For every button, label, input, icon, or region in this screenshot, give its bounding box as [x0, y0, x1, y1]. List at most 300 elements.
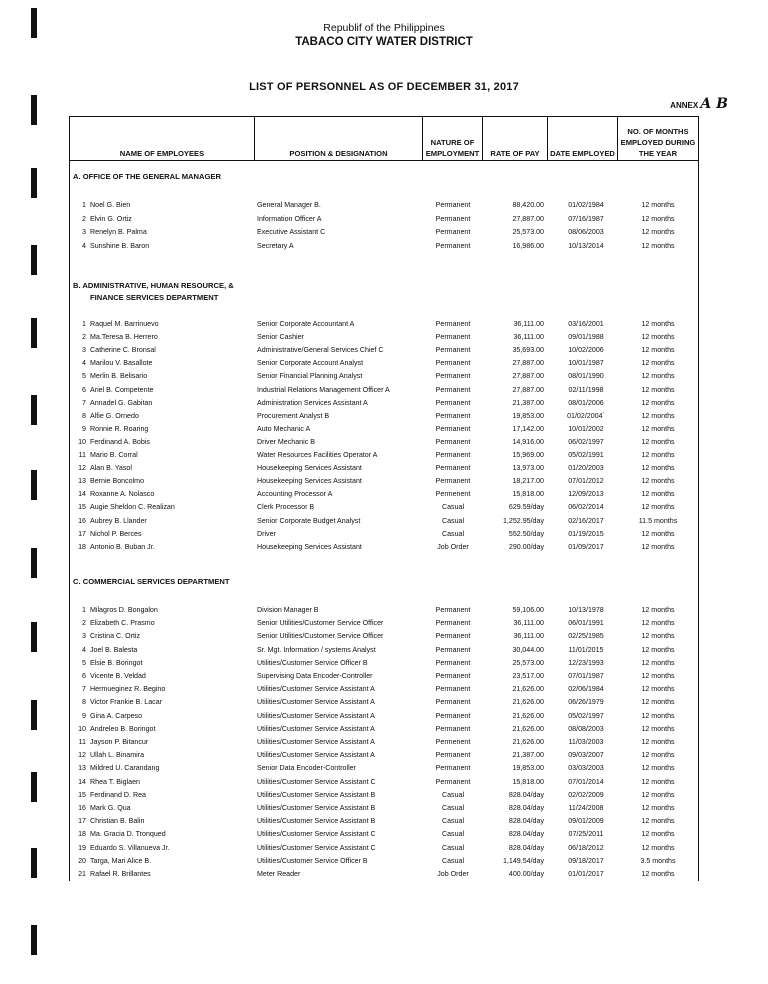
- cell-position: Water Resources Facilities Operator A: [257, 451, 378, 459]
- cell-num: 11: [78, 738, 86, 746]
- cell-months: 12 months: [641, 870, 675, 878]
- cell-num: 8: [82, 698, 86, 707]
- cell-date: 01/02/1984: [568, 201, 604, 209]
- cell-position: Utilities/Customer Service Assistant B: [257, 804, 376, 812]
- cell-nature: Casual: [441, 843, 465, 852]
- table-row: [70, 802, 698, 815]
- cell-name: Hermueginez R. Begino: [90, 685, 166, 694]
- table-row: [70, 710, 698, 723]
- table-row: [70, 318, 698, 331]
- table-row: [70, 749, 698, 762]
- cell-date: 06/02/1997: [568, 437, 604, 446]
- section-heading: A. OFFICE OF THE GENERAL MANAGER: [73, 172, 221, 181]
- cell-position: Information Officer A: [257, 214, 322, 223]
- table-row: [70, 528, 698, 541]
- cell-name: Eduardo S. Villanueva Jr.: [90, 843, 170, 852]
- annex-label: [670, 96, 728, 112]
- cell-rate: 88,420.00: [512, 201, 544, 209]
- table-row: [70, 776, 698, 789]
- cell-nature: Permanent: [435, 214, 471, 223]
- cell-nature: Casual: [441, 790, 465, 799]
- cell-name: Andreleo B. Boringot: [90, 724, 156, 733]
- cell-position: Utilities/Customer Service Assistant A: [257, 685, 375, 694]
- cell-date: 12/23/1993: [568, 658, 604, 667]
- cell-num: 13: [78, 477, 86, 486]
- table-row: [70, 357, 698, 370]
- cell-position: Driver: [257, 529, 276, 538]
- cell-position: Executive Assistant C: [257, 228, 326, 237]
- binder-mark: [31, 168, 37, 198]
- cell-date: 01/20/2003: [568, 464, 604, 473]
- cell-nature: Permanent: [435, 241, 471, 250]
- cell-position: Senior Utilities/Customer Service Officer: [257, 632, 384, 641]
- cell-rate: 27,887.00: [512, 372, 544, 381]
- table-row: [70, 842, 698, 855]
- cell-num: 3: [82, 632, 86, 641]
- cell-months: 12 months: [641, 738, 675, 746]
- cell-months: 12 months: [641, 777, 675, 786]
- cell-position: Supervising Data Encoder-Controller: [257, 672, 373, 680]
- cell-months: 12 months: [641, 645, 675, 654]
- cell-date: 06/01/1991: [568, 619, 604, 628]
- cell-rate: 552.50/day: [508, 529, 544, 538]
- table-row: [70, 423, 698, 436]
- table-row: [70, 541, 698, 554]
- cell-rate: 828.04/day: [508, 817, 544, 826]
- cell-num: 2: [82, 214, 86, 223]
- cell-position: Utilities/Customer Service Assistant B: [257, 817, 376, 826]
- table-row: [70, 199, 698, 212]
- table-row: [70, 449, 698, 462]
- cell-name: Jayson P. Bitancur: [90, 738, 149, 746]
- col-position-header: POSITION & DESIGNATION: [255, 117, 423, 161]
- cell-rate: 36,111.00: [513, 333, 544, 342]
- binder-mark: [31, 700, 37, 730]
- cell-position: Secretary A: [257, 241, 294, 250]
- cell-months: 12 months: [641, 830, 675, 839]
- cell-num: 16: [78, 516, 86, 525]
- cell-position: Sr. Mgt. Information / systems Analyst: [257, 645, 376, 654]
- cell-nature: Permanent: [435, 320, 471, 328]
- cell-num: 18: [78, 830, 86, 839]
- cell-nature: Permanent: [435, 385, 471, 394]
- cell-date: 06/26/1979: [568, 698, 604, 707]
- republic-line: Republif of the Philippines: [323, 22, 445, 34]
- cell-position: Senior Corporate Budget Analyst: [257, 516, 361, 525]
- cell-name: Annadel G. Gabitan: [90, 398, 153, 407]
- cell-name: Vicente B. Veldad: [90, 672, 146, 680]
- cell-date: 09/18/2017: [568, 856, 604, 865]
- cell-date: 10/02/2006: [568, 346, 604, 355]
- table-row: [70, 815, 698, 828]
- cell-num: 12: [78, 464, 86, 473]
- cell-num: 14: [78, 777, 86, 786]
- table-row: [70, 696, 698, 709]
- table-row: [70, 436, 698, 449]
- cell-name: Rhea T. Biglaen: [90, 777, 140, 786]
- cell-months: 12 months: [641, 320, 675, 328]
- cell-nature: Permanent: [435, 437, 471, 446]
- cell-name: Antonio B. Buban Jr.: [90, 542, 155, 551]
- cell-months: 12 months: [641, 698, 675, 707]
- binder-mark: [31, 395, 37, 425]
- cell-num: 20: [78, 856, 86, 865]
- cell-months: 12 months: [641, 346, 675, 355]
- cell-date: 06/02/2014: [568, 503, 604, 512]
- table-row: [70, 226, 698, 239]
- cell-name: Ullah L. Binamira: [90, 751, 145, 760]
- cell-rate: 828.04/day: [508, 830, 544, 839]
- cell-date: 07/25/2011: [568, 830, 604, 839]
- cell-name: Ferdinand A. Bobis: [90, 437, 150, 446]
- section-heading: B. ADMINISTRATIVE, HUMAN RESOURCE, & FINANCE SERVICES DEPARTMENT: [73, 281, 234, 302]
- cell-position: Accounting Processor A: [257, 490, 333, 499]
- cell-nature: Permanent: [435, 724, 471, 733]
- cell-num: 15: [78, 790, 86, 799]
- cell-date: 08/06/2003: [568, 228, 604, 237]
- cell-months: 12 months: [641, 606, 675, 614]
- cell-nature: Permanent: [435, 201, 471, 209]
- cell-num: 19: [78, 843, 86, 852]
- cell-months: 12 months: [641, 398, 675, 407]
- cell-nature: Permanent: [435, 632, 471, 641]
- cell-date: 11/03/2003: [568, 738, 604, 746]
- cell-name: Ariel B. Competente: [90, 385, 154, 394]
- cell-name: Augie Sheldon C. Realizan: [90, 503, 175, 512]
- cell-name: Sunshine B. Baron: [90, 241, 150, 250]
- cell-date: 09/01/1988: [568, 333, 604, 342]
- binder-mark: [31, 470, 37, 500]
- cell-rate: 21,626.00: [512, 724, 544, 733]
- col-nature-header: NATURE OF EMPLOYMENT: [423, 117, 483, 161]
- cell-position: Utilities/Customer Service Assistant A: [257, 738, 375, 746]
- cell-nature: Permanent: [435, 464, 471, 473]
- table-row: [70, 475, 698, 488]
- cell-num: 2: [82, 619, 86, 628]
- cell-rate: 18,217.00: [512, 477, 544, 486]
- cell-date: 08/01/2006: [568, 398, 604, 407]
- cell-rate: 21,626.00: [512, 698, 544, 707]
- cell-months: 12 months: [641, 817, 675, 826]
- cell-num: 1: [82, 320, 86, 328]
- cell-nature: Permanent: [435, 698, 471, 707]
- cell-name: Elvin G. Ortiz: [90, 214, 132, 223]
- table-row: [70, 213, 698, 226]
- cell-position: Meter Reader: [257, 870, 301, 878]
- cell-months: 12 months: [641, 464, 675, 473]
- cell-num: 6: [82, 385, 86, 394]
- cell-date: 02/02/2009: [568, 790, 604, 799]
- cell-nature: Permanent: [435, 424, 471, 433]
- cell-rate: 21,626.00: [512, 711, 544, 720]
- cell-nature: Permanent: [435, 764, 471, 773]
- cell-months: 3.5 months: [640, 856, 676, 865]
- cell-nature: Casual: [441, 856, 465, 865]
- cell-num: 7: [82, 685, 86, 694]
- cell-position: General Manager B.: [257, 201, 321, 209]
- cell-num: 4: [82, 645, 86, 654]
- cell-rate: 13,973.00: [512, 464, 544, 473]
- document-title: LIST OF PERSONNEL AS OF DECEMBER 31, 2017: [249, 81, 519, 93]
- cell-rate: 1,149.54/day: [502, 856, 544, 865]
- cell-nature: Permanent: [435, 477, 471, 486]
- annex-handwritten-mark: A B: [700, 96, 728, 112]
- cell-date: 08/01/1990: [568, 372, 604, 381]
- cell-num: 21: [78, 870, 86, 878]
- cell-date: 07/01/2012: [568, 477, 604, 486]
- cell-date: 03/03/2003: [568, 764, 604, 773]
- cell-date: 01/09/2017: [568, 542, 604, 551]
- cell-rate: 27,887.00: [512, 385, 544, 394]
- cell-position: Senior Financial Planning Analyst: [257, 372, 363, 381]
- cell-date: 09/03/2007: [568, 751, 604, 760]
- cell-position: Senior Corporate Account Analyst: [257, 359, 364, 368]
- cell-position: Administrative/General Services Chief C: [257, 346, 384, 355]
- cell-rate: 59,106.00: [512, 606, 544, 614]
- cell-nature: Permanent: [435, 685, 471, 694]
- cell-months: 12 months: [641, 804, 675, 812]
- cell-months: 12 months: [641, 658, 675, 667]
- table-row: [70, 370, 698, 383]
- cell-rate: 27,887.00: [512, 214, 544, 223]
- cell-num: 11: [78, 451, 86, 459]
- cell-rate: 30,044.00: [512, 645, 544, 654]
- cell-months: 12 months: [641, 529, 675, 538]
- binder-mark: [31, 95, 37, 125]
- cell-name: Elsie B. Boringot: [90, 658, 143, 667]
- table-row: [70, 397, 698, 410]
- cell-position: Housekeeping Services Assistant: [257, 477, 362, 486]
- cell-rate: 19,853.00: [512, 411, 544, 420]
- cell-num: 18: [78, 542, 86, 551]
- cell-position: Driver Mechanic B: [257, 437, 315, 446]
- cell-nature: Permanent: [435, 398, 471, 407]
- cell-date: 07/16/1987: [568, 214, 604, 223]
- cell-name: Renelyn B. Palma: [90, 228, 147, 237]
- cell-nature: Permenent: [435, 738, 471, 746]
- cell-rate: 19,853.00: [512, 764, 544, 773]
- cell-rate: 828.04/day: [508, 790, 544, 799]
- cell-months: 12 months: [641, 490, 675, 499]
- cell-date: 02/06/1984: [568, 685, 604, 694]
- table-row: [70, 723, 698, 736]
- cell-months: 12 months: [641, 619, 675, 628]
- cell-date: 10/13/2014: [568, 241, 604, 250]
- cell-position: Housekeeping Services Assistant: [257, 464, 362, 473]
- cell-rate: 828.04/day: [508, 804, 544, 812]
- cell-name: Catherine C. Bronsal: [90, 346, 156, 355]
- table-row: [70, 410, 698, 423]
- cell-position: Utilities/Customer Service Assistant A: [257, 724, 375, 733]
- cell-name: Bernie Boncolmo: [90, 477, 145, 486]
- cell-nature: Permanent: [435, 372, 471, 381]
- cell-num: 7: [82, 398, 86, 407]
- cell-name: Raquel M. Barrinuevo: [90, 320, 159, 328]
- cell-nature: Permanent: [435, 359, 471, 368]
- cell-nature: Job Order: [437, 870, 469, 878]
- cell-position: Utilities/Customer Service Assistant C: [257, 777, 376, 786]
- cell-rate: 36,111.00: [513, 632, 544, 641]
- cell-date: 01/19/2015: [568, 529, 604, 538]
- cell-name: Gina A. Carpeso: [90, 711, 143, 720]
- cell-position: Utilities/Customer Service Officer B: [257, 856, 368, 865]
- cell-date: 09/01/2009: [568, 817, 604, 826]
- cell-date: 05/02/1997: [568, 711, 604, 720]
- table-body: [69, 161, 699, 881]
- binder-mark: [31, 548, 37, 578]
- table-row: [70, 789, 698, 802]
- table-row: [70, 868, 698, 881]
- cell-position: Clerk Processor B: [257, 503, 315, 512]
- cell-months: 12 months: [641, 424, 675, 433]
- cell-months: 12 months: [641, 214, 675, 223]
- table-row: [70, 515, 698, 528]
- binder-mark: [31, 318, 37, 348]
- cell-num: 3: [82, 346, 86, 355]
- cell-date: 12/09/2013: [568, 490, 604, 499]
- cell-position: Auto Mechanic A: [257, 424, 311, 433]
- cell-rate: 25,573.00: [512, 658, 544, 667]
- cell-rate: 14,916.00: [512, 437, 544, 446]
- cell-name: Ma.Teresa B. Herrero: [90, 333, 158, 342]
- cell-name: Nichol P. Berces: [90, 529, 142, 538]
- cell-nature: Permanent: [435, 346, 471, 355]
- cell-position: Senior Utilities/Customer Service Officer: [257, 619, 384, 628]
- table-row: [70, 604, 698, 617]
- annex-text: ANNEX: [670, 101, 699, 110]
- cell-rate: 290.00/day: [508, 542, 544, 551]
- cell-months: 12 months: [641, 751, 675, 760]
- cell-position: Procurement Analyst B: [257, 411, 330, 420]
- cell-num: 12: [78, 751, 86, 760]
- cell-name: Marilou V. Basallote: [90, 359, 153, 368]
- cell-position: Housekeeping Services Assistant: [257, 542, 362, 551]
- cell-nature: Casual: [441, 817, 465, 826]
- cell-date: 02/16/2017: [568, 516, 604, 525]
- cell-date: 03/16/2001: [568, 320, 604, 328]
- cell-num: 9: [82, 424, 86, 433]
- cell-months: 12 months: [641, 711, 675, 720]
- binder-mark: [31, 772, 37, 802]
- cell-num: 13: [78, 764, 86, 773]
- cell-name: Alfie G. Ornedo: [90, 411, 139, 420]
- cell-nature: Permenent: [435, 490, 471, 499]
- cell-name: Ma. Gracia D. Tronqued: [90, 830, 166, 839]
- cell-position: Division Manager B: [257, 606, 319, 614]
- cell-name: Joel B. Balesta: [90, 645, 138, 654]
- cell-months: 12 months: [641, 437, 675, 446]
- cell-position: Utilities/Customer Service Assistant B: [257, 790, 376, 799]
- cell-months: 12 months: [641, 477, 675, 486]
- cell-rate: 17,142.00: [512, 424, 544, 433]
- cell-months: 12 months: [641, 228, 675, 237]
- cell-num: 17: [78, 817, 86, 826]
- cell-name: Targa, Mari Alice B.: [90, 856, 152, 865]
- cell-months: 12 months: [641, 672, 675, 680]
- cell-rate: 16,986.00: [512, 241, 544, 250]
- table-row: [70, 828, 698, 841]
- cell-rate: 15,818.00: [512, 490, 544, 499]
- cell-rate: 21,387.00: [512, 751, 544, 760]
- agency-name: TABACO CITY WATER DISTRICT: [295, 36, 473, 48]
- cell-name: Merlin B. Belisario: [90, 372, 148, 381]
- cell-date: 01/02/2004`: [567, 411, 605, 420]
- cell-name: Mark G. Qua: [90, 804, 131, 812]
- col-date-header: DATE EMPLOYED: [548, 117, 618, 161]
- cell-name: Alan B. Yasol: [90, 464, 132, 473]
- cell-nature: Permanent: [435, 228, 471, 237]
- cell-num: 10: [78, 437, 86, 446]
- cell-date: 06/18/2012: [568, 843, 604, 852]
- cell-months: 12 months: [641, 764, 675, 773]
- table-row: [70, 644, 698, 657]
- cell-num: 9: [82, 711, 86, 720]
- table-row: [70, 344, 698, 357]
- cell-date: 07/01/2014: [568, 777, 604, 786]
- cell-nature: Casual: [441, 503, 465, 512]
- cell-position: Administration Services Assistant A: [257, 398, 368, 407]
- cell-months: 12 months: [641, 503, 675, 512]
- cell-num: 8: [82, 411, 86, 420]
- cell-num: 1: [82, 606, 86, 614]
- cell-position: Utilities/Customer Service Assistant C: [257, 830, 376, 839]
- cell-name: Ronnie R. Roaring: [90, 424, 149, 433]
- table-row: [70, 736, 698, 749]
- cell-position: Utilities/Customer Service Assistant A: [257, 751, 375, 760]
- table-row: [70, 462, 698, 475]
- table-row: [70, 384, 698, 397]
- cell-rate: 35,693.00: [512, 346, 544, 355]
- cell-rate: 21,626.00: [512, 685, 544, 694]
- binder-mark: [31, 848, 37, 878]
- cell-name: Noel G. Bien: [90, 201, 131, 209]
- cell-name: Roxanne A. Nolasco: [90, 490, 155, 499]
- cell-rate: 400.00/day: [508, 870, 544, 878]
- col-rate-header: RATE OF PAY: [483, 117, 548, 161]
- cell-rate: 27,887.00: [512, 359, 544, 368]
- cell-position: Utilities/Customer Service Assistant A: [257, 711, 375, 720]
- section-heading: C. COMMERCIAL SERVICES DEPARTMENT: [73, 577, 230, 586]
- cell-nature: Permanent: [435, 645, 471, 654]
- table-row: [70, 501, 698, 514]
- cell-num: 15: [78, 503, 86, 512]
- cell-months: 12 months: [641, 843, 675, 852]
- cell-name: Mildred U. Carandang: [90, 764, 160, 773]
- cell-name: Rafael R. Brillantes: [90, 870, 151, 878]
- cell-rate: 629.59/day: [508, 503, 544, 512]
- table-row: [70, 617, 698, 630]
- cell-position: Senior Corporate Accountant A: [257, 320, 355, 328]
- cell-months: 12 months: [641, 241, 675, 250]
- cell-nature: Permanent: [435, 606, 471, 614]
- cell-num: 1: [82, 201, 86, 209]
- cell-date: 02/25/1985: [568, 632, 604, 641]
- cell-rate: 21,387.00: [512, 398, 544, 407]
- cell-rate: 828.04/day: [508, 843, 544, 852]
- personnel-table: [69, 116, 699, 881]
- cell-position: Senior Cashier: [257, 333, 304, 342]
- table-row: [70, 240, 698, 253]
- table-row: [70, 855, 698, 868]
- table-row: [70, 331, 698, 344]
- binder-mark: [31, 622, 37, 652]
- cell-rate: 15,818.00: [512, 777, 544, 786]
- table-row: [70, 488, 698, 501]
- cell-date: 11/01/2015: [568, 645, 604, 654]
- cell-nature: Permanent: [435, 672, 471, 680]
- cell-num: 14: [78, 490, 86, 499]
- cell-nature: Casual: [441, 516, 465, 525]
